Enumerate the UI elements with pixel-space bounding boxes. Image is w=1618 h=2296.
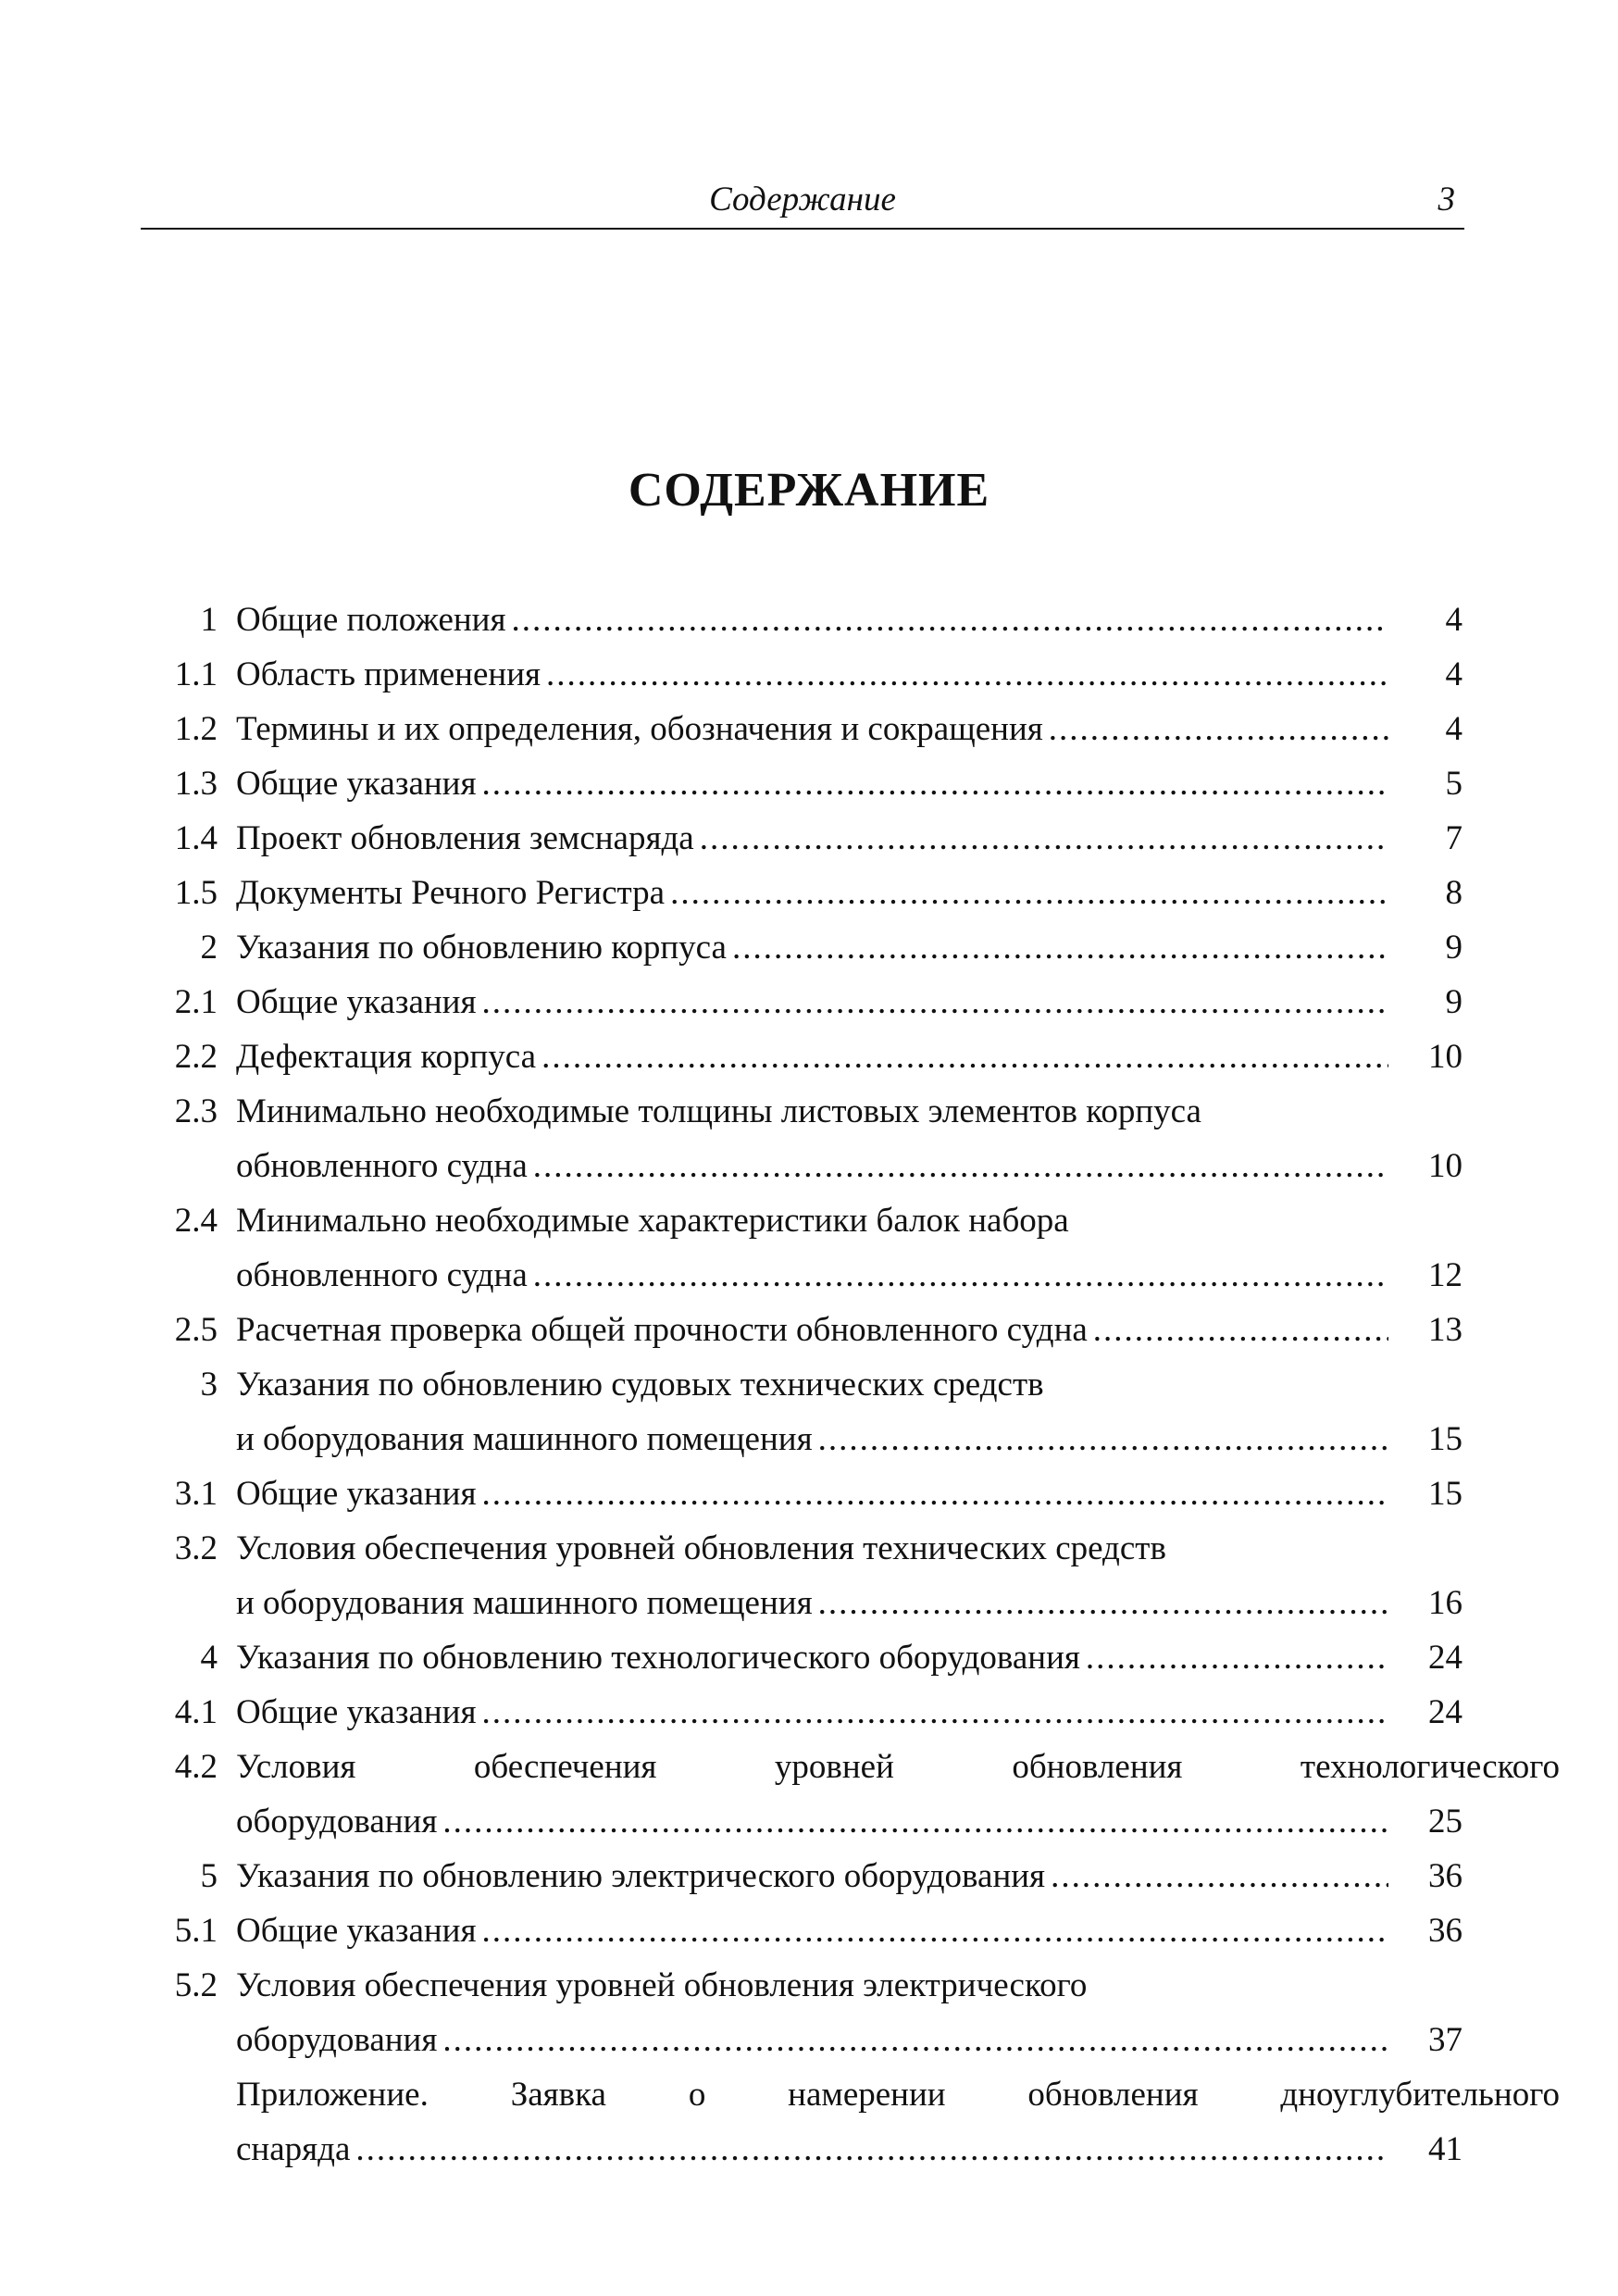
toc-line [139, 1630, 1472, 1685]
toc-line [139, 1849, 1472, 1903]
toc-entry [139, 866, 1472, 920]
toc-entry-number: 4.2 [174, 1748, 218, 1786]
toc-entry-number: 1.1 [174, 655, 218, 693]
toc-entry [139, 1466, 1472, 1521]
toc-entry-number: 5.2 [174, 1966, 218, 2004]
toc-dot-leader [818, 1412, 1388, 1466]
toc-entry-text-wrap [236, 2013, 1388, 2067]
toc-line [139, 1521, 1472, 1576]
toc-entry-text: Указания по обновлению технологического оборудования [236, 1639, 1080, 1677]
toc-page-number: 4 [1445, 710, 1462, 748]
toc-entry-text: оборудования [236, 1803, 438, 1841]
toc-entry [139, 1029, 1472, 1084]
toc-line [139, 2013, 1472, 2067]
toc-line [139, 975, 1472, 1029]
toc-line [139, 2067, 1560, 2122]
toc-entry [139, 975, 1472, 1029]
toc-entry-text: Область применения [236, 655, 541, 693]
toc-entry [139, 1630, 1472, 1685]
toc-entry-text-wrap [236, 920, 1388, 975]
toc-dot-leader [818, 1576, 1388, 1630]
toc-line [139, 811, 1472, 866]
toc-entry-number: 3.1 [174, 1475, 218, 1513]
toc-page-number: 37 [1428, 2021, 1462, 2059]
toc-dot-leader [482, 756, 1388, 811]
toc-dot-leader [355, 2122, 1388, 2177]
toc-entry-text: обновленного судна [236, 1256, 528, 1294]
toc-page-number: 4 [1445, 655, 1462, 693]
toc-dot-leader [541, 1029, 1388, 1084]
toc-entry [139, 1685, 1472, 1740]
toc-entry-text-wrap [236, 1303, 1388, 1357]
toc-entry-text: Приложение. Заявка о намерении обновления дноуглубительного [236, 2076, 1560, 2114]
toc-entry [139, 1521, 1472, 1630]
toc-entry [139, 1303, 1472, 1357]
toc-entry [139, 811, 1472, 866]
toc-page-number: 16 [1428, 1584, 1462, 1622]
toc-entry [139, 1849, 1472, 1903]
toc-line [139, 1412, 1472, 1466]
toc-entry-text: Документы Речного Регистра [236, 874, 666, 912]
toc-entry-text: Термины и их определения, обозначения и сокращения [236, 710, 1043, 748]
toc-page-number: 10 [1428, 1147, 1462, 1185]
toc-entry [139, 1740, 1560, 1849]
toc-entry-text-wrap [236, 647, 1388, 702]
toc-line [139, 1740, 1560, 1794]
toc-entry [139, 1193, 1472, 1303]
toc-entry-text: Общие указания [236, 1912, 477, 1950]
toc-dot-leader [533, 1139, 1388, 1193]
toc-entry-number: 5 [200, 1857, 218, 1895]
toc-entry-text: и оборудования машинного помещения [236, 1420, 813, 1458]
toc-page-number: 36 [1428, 1912, 1462, 1950]
toc-page-number: 15 [1428, 1420, 1462, 1458]
toc-page-number: 5 [1445, 765, 1462, 803]
running-header-page-number: 3 [1438, 181, 1455, 218]
toc-entry-text: Общие указания [236, 765, 477, 803]
toc-dot-leader [1049, 702, 1388, 756]
toc-line [139, 1029, 1472, 1084]
toc-entry-number: 2.3 [174, 1092, 218, 1130]
toc-entry-text: Указания по обновлению электрического оборудования [236, 1857, 1046, 1895]
toc-dot-leader [533, 1248, 1388, 1303]
toc-entry-text-wrap [236, 1630, 1388, 1685]
toc-line [139, 1303, 1472, 1357]
toc-entry-text: Минимально необходимые характеристики балок набора [236, 1202, 1069, 1240]
toc-entry-text-wrap [236, 1412, 1388, 1466]
toc-line [139, 866, 1472, 920]
toc-entry-text-wrap [236, 2122, 1388, 2177]
running-header [141, 176, 1464, 230]
table-of-contents [139, 593, 1560, 2177]
toc-entry-text-wrap [236, 975, 1388, 1029]
toc-dot-leader [670, 866, 1388, 920]
toc-page-number: 41 [1428, 2130, 1462, 2168]
toc-entry-text: Минимально необходимые толщины листовых элементов корпуса [236, 1092, 1201, 1130]
toc-entry [139, 1357, 1472, 1466]
toc-page-number: 4 [1445, 601, 1462, 639]
toc-entry-text: оборудования [236, 2021, 438, 2059]
toc-entry [139, 702, 1472, 756]
toc-line [139, 1794, 1472, 1849]
toc-entry-text: Указания по обновлению корпуса [236, 929, 727, 967]
toc-entry-number: 5.1 [174, 1912, 218, 1950]
toc-entry-number: 1 [200, 601, 218, 639]
toc-entry-text-wrap [236, 811, 1388, 866]
toc-entry [139, 1084, 1472, 1193]
toc-entry-text: и оборудования машинного помещения [236, 1584, 813, 1622]
toc-entry-number: 1.4 [174, 819, 218, 857]
toc-dot-leader [1051, 1849, 1388, 1903]
toc-entry-number: 1.3 [174, 765, 218, 803]
toc-line [139, 1685, 1472, 1740]
toc-entry-number: 3 [200, 1366, 218, 1404]
toc-page-number: 7 [1445, 819, 1462, 857]
toc-page-number: 24 [1428, 1693, 1462, 1731]
toc-dot-leader [1093, 1303, 1388, 1357]
toc-entry [139, 1958, 1472, 2067]
toc-entry [139, 593, 1472, 647]
toc-entry-text-wrap [236, 1139, 1388, 1193]
toc-line [139, 756, 1472, 811]
toc-entry-text-wrap [236, 1248, 1388, 1303]
toc-dot-leader [511, 593, 1388, 647]
toc-entry-text-wrap [236, 1576, 1388, 1630]
toc-page-number: 13 [1428, 1311, 1462, 1349]
toc-entry-text-wrap [236, 756, 1388, 811]
toc-entry [139, 647, 1472, 702]
toc-entry-number: 2.1 [174, 983, 218, 1021]
toc-page-number: 8 [1445, 874, 1462, 912]
toc-entry-text-wrap [236, 866, 1388, 920]
toc-line [139, 1576, 1472, 1630]
toc-entry-text-wrap [236, 1685, 1388, 1740]
toc-entry [139, 756, 1472, 811]
toc-line [139, 1193, 1472, 1248]
toc-entry-text: снаряда [236, 2130, 351, 2168]
toc-entry-number: 3.2 [174, 1529, 218, 1567]
toc-line [139, 702, 1472, 756]
toc-line [139, 647, 1472, 702]
toc-entry-number: 2.2 [174, 1038, 218, 1076]
toc-entry-number: 4.1 [174, 1693, 218, 1731]
toc-entry [139, 2067, 1560, 2177]
toc-page-number: 12 [1428, 1256, 1462, 1294]
toc-entry-number: 2.5 [174, 1311, 218, 1349]
toc-page-number: 36 [1428, 1857, 1462, 1895]
toc-entry-text: Дефектация корпуса [236, 1038, 537, 1076]
toc-entry-text: Общие указания [236, 983, 477, 1021]
toc-dot-leader [482, 1466, 1388, 1521]
toc-entry-text-wrap [236, 1466, 1388, 1521]
toc-entry-text: Общие указания [236, 1693, 477, 1731]
toc-entry [139, 920, 1472, 975]
toc-line [139, 1139, 1472, 1193]
toc-line [139, 1958, 1472, 2013]
toc-entry-text: Условия обеспечения уровней обновления электрического [236, 1966, 1088, 2004]
toc-entry-text-wrap [236, 1794, 1388, 1849]
toc-dot-leader [700, 811, 1388, 866]
toc-entry-text-wrap [236, 593, 1388, 647]
toc-entry-text-wrap [236, 702, 1388, 756]
page-title: СОДЕРЖАНИЕ [628, 464, 990, 517]
toc-page-number: 24 [1428, 1639, 1462, 1677]
toc-entry-number: 1.5 [174, 874, 218, 912]
toc-dot-leader [546, 647, 1388, 702]
toc-line [139, 1248, 1472, 1303]
toc-line [139, 2122, 1472, 2177]
toc-dot-leader [482, 1903, 1388, 1958]
toc-entry-text: обновленного судна [236, 1147, 528, 1185]
toc-entry-number: 4 [200, 1639, 218, 1677]
toc-dot-leader [482, 975, 1388, 1029]
toc-entry-text: Расчетная проверка общей прочности обновленного судна [236, 1311, 1088, 1349]
toc-page-number: 15 [1428, 1475, 1462, 1513]
toc-entry-text-wrap [236, 1029, 1388, 1084]
toc-entry-text: Указания по обновлению судовых технических средств [236, 1366, 1044, 1404]
toc-dot-leader [442, 2013, 1388, 2067]
toc-entry-text: Условия обеспечения уровней обновления технологического [236, 1748, 1560, 1786]
toc-entry-text-wrap [236, 1903, 1388, 1958]
toc-line [139, 593, 1472, 647]
toc-page-number: 9 [1445, 929, 1462, 967]
toc-dot-leader [482, 1685, 1388, 1740]
toc-page-number: 9 [1445, 983, 1462, 1021]
toc-line [139, 1357, 1472, 1412]
toc-entry-text: Общие положения [236, 601, 506, 639]
toc-line [139, 920, 1472, 975]
toc-entry-number: 1.2 [174, 710, 218, 748]
toc-dot-leader [1086, 1630, 1388, 1685]
toc-entry-text: Условия обеспечения уровней обновления технических средств [236, 1529, 1166, 1567]
toc-entry-number: 2.4 [174, 1202, 218, 1240]
running-header-title: Содержание [709, 181, 896, 218]
toc-entry-number: 2 [200, 929, 218, 967]
toc-page-number: 10 [1428, 1038, 1462, 1076]
toc-page-number: 25 [1428, 1803, 1462, 1841]
toc-line [139, 1084, 1472, 1139]
toc-line [139, 1466, 1472, 1521]
toc-entry-text: Проект обновления земснаряда [236, 819, 694, 857]
toc-entry-text-wrap [236, 1849, 1388, 1903]
toc-dot-leader [732, 920, 1388, 975]
toc-entry [139, 1903, 1472, 1958]
toc-line [139, 1903, 1472, 1958]
toc-entry-text: Общие указания [236, 1475, 477, 1513]
toc-dot-leader [442, 1794, 1388, 1849]
